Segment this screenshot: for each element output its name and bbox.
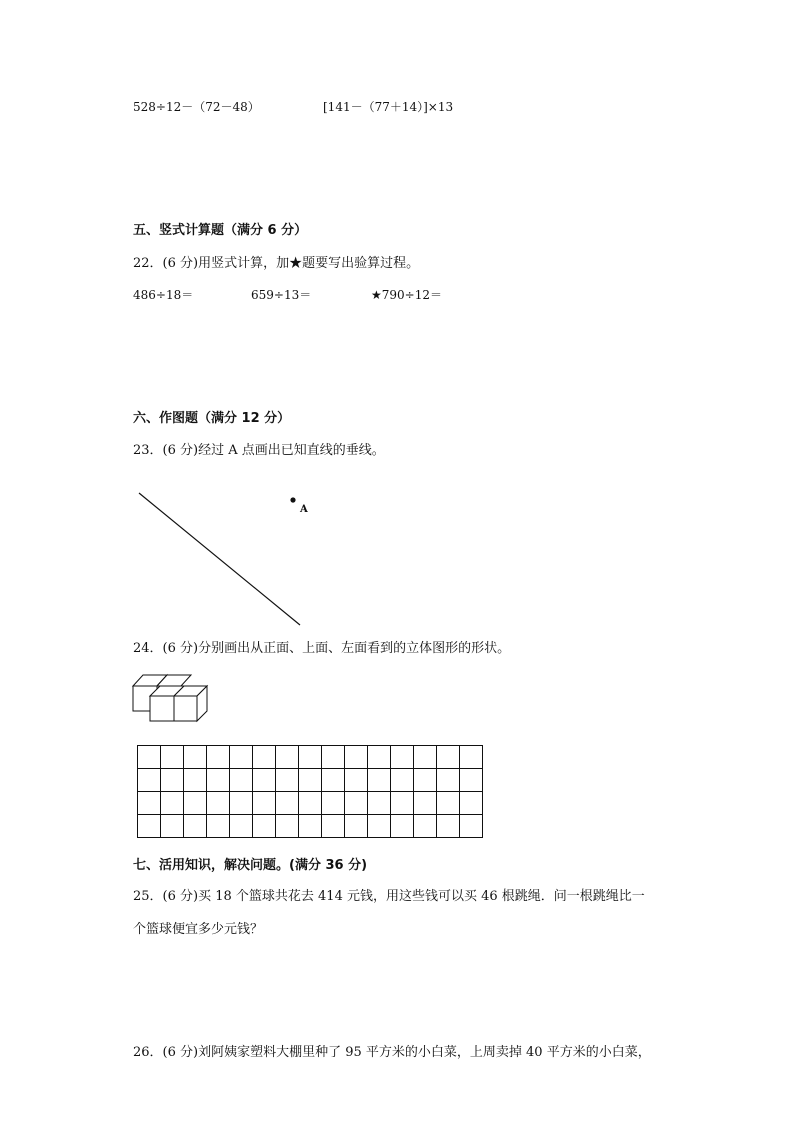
- grid-cell: [253, 815, 276, 838]
- grid-cell: [391, 815, 414, 838]
- grid-cell: [345, 792, 368, 815]
- grid-cell: [161, 746, 184, 769]
- question-24: 24．(6 分)分别画出从正面、上面、左面看到的立体图形的形状。: [133, 641, 511, 656]
- grid-cell: [299, 746, 322, 769]
- point-a-label: A: [300, 504, 308, 515]
- grid-row: [138, 815, 483, 838]
- grid-cell: [460, 792, 483, 815]
- grid-cell: [230, 815, 253, 838]
- grid-row: [138, 746, 483, 769]
- question-25-line-1: 25．(6 分)买 18 个篮球共花去 414 元钱，用这些钱可以买 46 根跳绳．问一根跳绳比一: [133, 889, 645, 904]
- grid-cell: [322, 746, 345, 769]
- grid-cell: [322, 769, 345, 792]
- grid-cell: [253, 769, 276, 792]
- cube-front-face-2: [150, 696, 174, 721]
- grid-row: [138, 792, 483, 815]
- question-23: 23．(6 分)经过 A 点画出已知直线的垂线。: [133, 443, 385, 458]
- grid-cell: [276, 792, 299, 815]
- grid-cell: [207, 769, 230, 792]
- grid-cell: [322, 815, 345, 838]
- grid-cell: [391, 792, 414, 815]
- grid-cell: [437, 815, 460, 838]
- question-26-line-1: 26．(6 分)刘阿姨家塑料大棚里种了 95 平方米的小白菜，上周卖掉 40 平方米的小白菜，: [133, 1045, 651, 1060]
- grid-cell: [322, 792, 345, 815]
- grid-cell: [230, 769, 253, 792]
- question-25-line-2: 个篮球便宜多少元钱？: [133, 922, 264, 937]
- grid-cell: [460, 746, 483, 769]
- grid-cell: [460, 815, 483, 838]
- expression-1: 528÷12－（72－48）: [133, 100, 260, 114]
- expression-2: [141－（77＋14）]×13: [323, 100, 454, 114]
- grid-cell: [184, 769, 207, 792]
- grid-cell: [368, 746, 391, 769]
- grid-row: [138, 769, 483, 792]
- grid-cell: [138, 769, 161, 792]
- grid-cell: [437, 769, 460, 792]
- q22-item-1: 486÷18＝: [133, 288, 194, 302]
- drawing-grid: [137, 745, 483, 838]
- grid-cell: [437, 746, 460, 769]
- grid-cell: [460, 769, 483, 792]
- grid-cell: [276, 815, 299, 838]
- grid-cell: [299, 769, 322, 792]
- grid-cell: [391, 769, 414, 792]
- grid-cell: [299, 815, 322, 838]
- question-22: 22．(6 分)用竖式计算，加★题要写出验算过程。: [133, 256, 420, 271]
- grid-cell: [368, 769, 391, 792]
- grid-cell: [138, 815, 161, 838]
- q22-item-3: ★790÷12＝: [371, 288, 442, 302]
- grid-cell: [230, 792, 253, 815]
- grid-cell: [276, 746, 299, 769]
- grid-cell: [276, 769, 299, 792]
- grid-cell: [368, 792, 391, 815]
- grid-cell: [230, 746, 253, 769]
- grid-cell: [253, 792, 276, 815]
- grid-cell: [138, 792, 161, 815]
- section-7-heading: 七、活用知识，解决问题。(满分 36 分): [133, 858, 368, 873]
- grid-cell: [368, 815, 391, 838]
- grid-cell: [207, 746, 230, 769]
- grid-cell: [138, 746, 161, 769]
- grid-cell: [345, 815, 368, 838]
- grid-cell: [207, 815, 230, 838]
- grid-cell: [161, 769, 184, 792]
- grid-cell: [299, 792, 322, 815]
- grid-cell: [345, 746, 368, 769]
- grid-cell: [253, 746, 276, 769]
- grid-cell: [161, 792, 184, 815]
- grid-cell: [184, 746, 207, 769]
- q22-item-2: 659÷13＝: [251, 288, 312, 302]
- grid-cell: [414, 746, 437, 769]
- grid-cell: [345, 769, 368, 792]
- grid-cell: [437, 792, 460, 815]
- grid-cell: [184, 815, 207, 838]
- grid-cell: [207, 792, 230, 815]
- grid-cell: [161, 815, 184, 838]
- grid-cell: [414, 769, 437, 792]
- grid-cell: [184, 792, 207, 815]
- grid-cell: [414, 792, 437, 815]
- section-5-heading: 五、竖式计算题（满分 6 分）: [133, 223, 308, 238]
- grid-cell: [414, 815, 437, 838]
- cube-front-face-3: [174, 696, 197, 721]
- section-6-heading: 六、作图题（满分 12 分）: [133, 411, 291, 426]
- grid-cell: [391, 746, 414, 769]
